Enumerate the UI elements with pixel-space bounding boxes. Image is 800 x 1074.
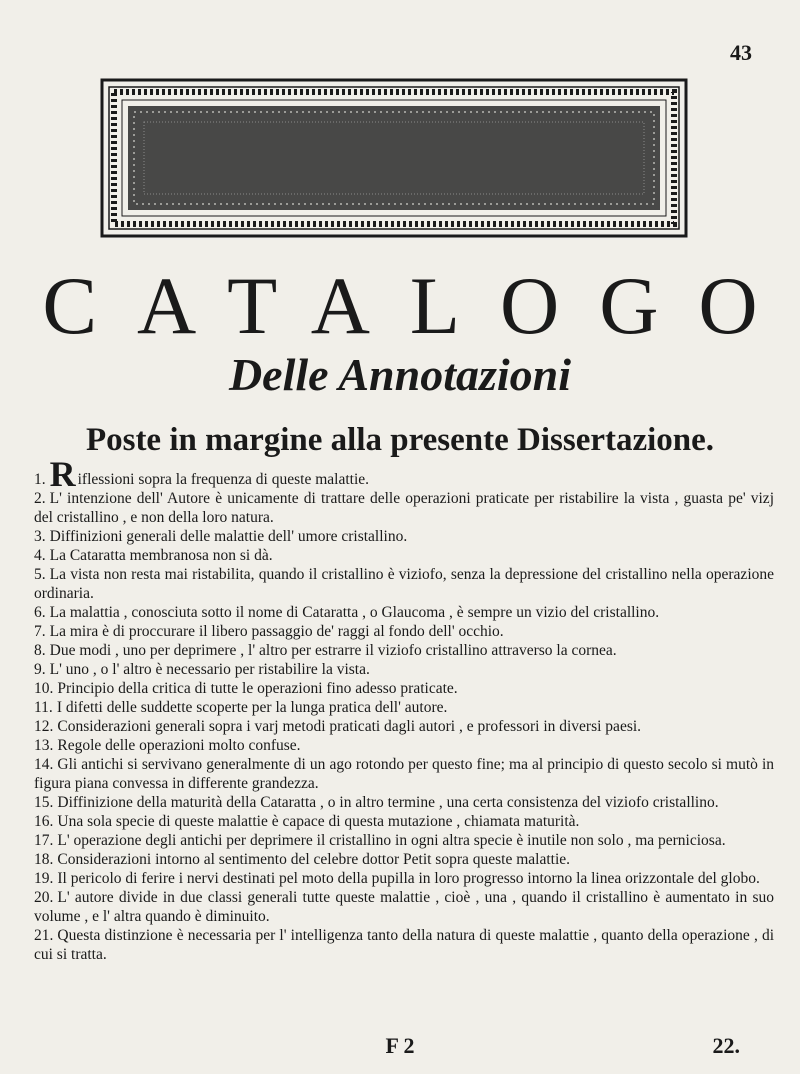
entry-text: Considerazioni generali sopra i varj metodi praticati dagli autori , e professori in diversi paesi. bbox=[57, 718, 642, 735]
list-item bbox=[34, 736, 774, 755]
entry-text: La malattia , conosciuta sotto il nome di Cataratta , o Glaucoma , è sempre un vizio del cristallino. bbox=[49, 604, 660, 621]
entry-text: Il pericolo di ferire i nervi destinati pel moto della pupilla in loro progresso intorno la linea orizzontale del globo. bbox=[57, 870, 760, 887]
list-item bbox=[34, 527, 774, 546]
list-item bbox=[34, 869, 774, 888]
entry-text: iflessioni sopra la frequenza di queste malattie. bbox=[77, 471, 370, 488]
entry-number: 6. bbox=[34, 604, 46, 621]
entry-text: La Cataratta membranosa non si dà. bbox=[49, 547, 273, 564]
entry-text: La mira è di proccurare il libero passaggio de' raggi al fondo dell' occhio. bbox=[49, 623, 504, 640]
entry-number: 11. bbox=[34, 699, 53, 716]
list-item bbox=[34, 546, 774, 565]
entry-text: Diffinizioni generali delle malattie dell' umore cristallino. bbox=[49, 528, 408, 545]
entry-number: 16. bbox=[34, 813, 54, 830]
entry-number: 18. bbox=[34, 851, 54, 868]
entry-text: Due modi , uno per deprimere , l' altro per estrarre il viziofo cristallino attraverso la cornea. bbox=[49, 642, 617, 659]
catalog-title: CATALOGO bbox=[42, 260, 798, 351]
signature-mark: F 2 bbox=[385, 1033, 415, 1058]
catalog-subtitle: Delle Annotazioni bbox=[228, 349, 572, 400]
list-item bbox=[34, 454, 774, 494]
list-item bbox=[34, 660, 774, 679]
entry-text: L' intenzione dell' Autore è unicamente di trattare delle operazioni praticate per ristabilire la vista , guasta pe' vizj del cristallino , e non della loro natura. bbox=[34, 490, 774, 526]
list-item bbox=[34, 489, 774, 527]
entry-number: 3. bbox=[34, 528, 46, 545]
entry-number: 5. bbox=[34, 566, 46, 583]
entry-text: L' operazione degli antichi per deprimere il cristallino in ogni altra specie è inutile non solo , ma perniciosa. bbox=[57, 832, 726, 849]
list-item bbox=[34, 603, 774, 622]
entry-number: 15. bbox=[34, 794, 54, 811]
entries-list bbox=[34, 454, 774, 964]
list-item bbox=[34, 679, 774, 698]
entry-text: L' uno , o l' altro è necessario per ristabilire la vista. bbox=[49, 661, 370, 678]
entry-text: Regole delle operazioni molto confuse. bbox=[57, 737, 301, 754]
entry-number: 7. bbox=[34, 623, 46, 640]
entry-number: 10. bbox=[34, 680, 54, 697]
entry-text: Diffinizione della maturità della Cataratta , o in altro termine , una certa consistenza del viziofo cristallino. bbox=[57, 794, 719, 811]
list-item bbox=[34, 755, 774, 793]
entry-number: 1. bbox=[34, 471, 46, 488]
list-item bbox=[34, 850, 774, 869]
entry-number: 8. bbox=[34, 642, 46, 659]
entry-text: Gli antichi si servivano generalmente di un ago rotondo per questo fine; ma al principio di questo secolo si mutò in figura piana convessa in differente grandezza. bbox=[34, 756, 774, 792]
entry-text: L' autore divide in due classi generali tutte queste malattie , cioè , una , quando il cristallino è aumentato in suo volume , e l' altra quando è diminuito. bbox=[34, 889, 774, 925]
list-item bbox=[34, 565, 774, 603]
page-number: 43 bbox=[730, 40, 752, 65]
entry-text: La vista non resta mai ristabilita, quando il cristallino è viziofo, senza la depressione del cristallino nella operazione ordinaria. bbox=[34, 566, 774, 602]
entry-text: Questa distinzione è necessaria per l' intelligenza tanto della natura di queste malattie , quanto della operazione , di cui si tratta. bbox=[34, 927, 774, 963]
catchword: 22. bbox=[712, 1033, 740, 1058]
entry-number: 2. bbox=[34, 490, 46, 507]
entry-number: 21. bbox=[34, 927, 54, 944]
list-item bbox=[34, 698, 774, 717]
list-item bbox=[34, 717, 774, 736]
entry-number: 4. bbox=[34, 547, 46, 564]
entry-number: 9. bbox=[34, 661, 46, 678]
entry-number: 17. bbox=[34, 832, 54, 849]
section-heading: Poste in margine alla presente Dissertazione. bbox=[85, 422, 715, 458]
entry-number: 19. bbox=[34, 870, 54, 887]
entry-text: Una sola specie di queste malattie è capace di questa mutazione , chiamata maturità. bbox=[57, 813, 580, 830]
entry-number: 13. bbox=[34, 737, 54, 754]
list-item bbox=[34, 831, 774, 850]
entry-text: Considerazioni intorno al sentimento del celebre dottor Petit sopra queste malattie. bbox=[57, 851, 571, 868]
entry-number: 20. bbox=[34, 889, 54, 906]
entry-number: 14. bbox=[34, 756, 54, 773]
entry-text: I difetti delle suddette scoperte per la lunga pratica dell' autore. bbox=[56, 699, 448, 716]
entry-number: 12. bbox=[34, 718, 54, 735]
list-item bbox=[34, 888, 774, 926]
list-item bbox=[34, 641, 774, 660]
list-item bbox=[34, 622, 774, 641]
list-item bbox=[34, 926, 774, 964]
list-item bbox=[34, 812, 774, 831]
list-item bbox=[34, 793, 774, 812]
drop-cap: R bbox=[49, 454, 76, 494]
entry-text: Principio della critica di tutte le operazioni fino adesso praticate. bbox=[57, 680, 458, 697]
ornament-frame bbox=[100, 78, 688, 238]
